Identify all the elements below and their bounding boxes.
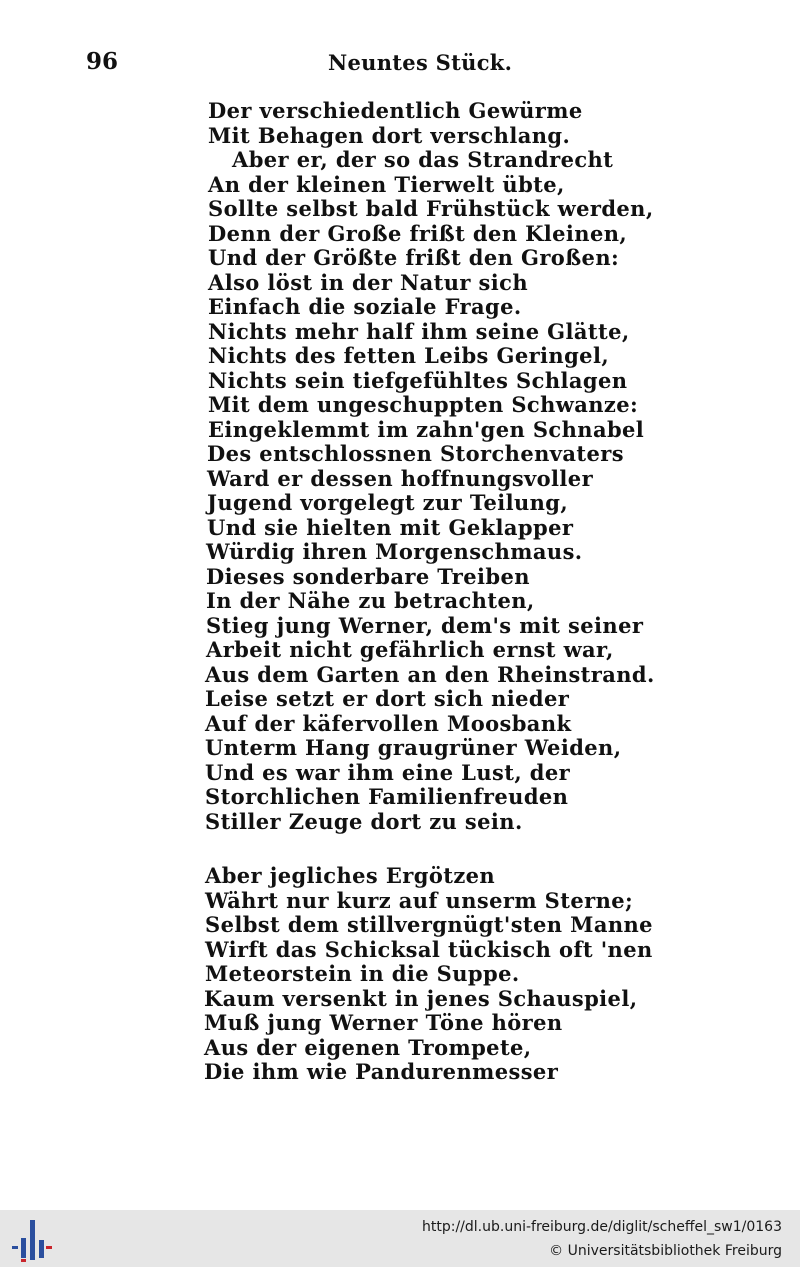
verse-line: Sollte selbst bald Frühstück werden,	[208, 196, 654, 221]
verse-line: Jugend vorgelegt zur Teilung,	[207, 490, 569, 515]
ub-freiburg-logo-icon	[12, 1218, 52, 1262]
verse-line: Unterm Hang graugrüner Weiden,	[205, 735, 622, 760]
verse-line: Dieses sonderbare Treiben	[206, 563, 530, 589]
page-number: 96	[86, 48, 119, 75]
library-footer	[0, 1210, 800, 1267]
verse-line: Wirft das Schicksal tückisch oft 'nen	[205, 936, 653, 962]
verse-line: Nichts sein tiefgefühltes Schlagen	[208, 367, 628, 393]
verse-line: Die ihm wie Pandurenmesser	[204, 1059, 559, 1084]
verse-line: Selbst dem stillvergnügt'sten Manne	[205, 912, 653, 937]
verse-line: Aber jegliches Ergötzen	[205, 863, 496, 888]
verse-line: Arbeit nicht gefährlich ernst war,	[206, 637, 614, 662]
verse-line: Ward er dessen hoffnungsvoller	[207, 465, 594, 491]
verse-line: Und der Größte frißt den Großen:	[208, 245, 620, 270]
verse-line: Auf der käfervollen Moosbank	[205, 710, 572, 736]
copyright-notice: © Universitätsbibliothek Freiburg	[549, 1243, 782, 1259]
source-url-link[interactable]: http://dl.ub.uni-freiburg.de/diglit/scheffel_sw1/0163	[422, 1219, 782, 1235]
verse-line: Muß jung Werner Töne hören	[204, 1010, 563, 1035]
verse-line: Der verschiedentlich Gewürme	[208, 98, 583, 123]
verse-line: Währt nur kurz auf unserm Sterne;	[205, 887, 634, 913]
verse-line: Würdig ihren Morgenschmaus.	[206, 539, 583, 564]
verse-line: Aus der eigenen Trompete,	[204, 1034, 532, 1060]
verse-line: Des entschlossnen Storchenvaters	[207, 441, 624, 466]
verse-line: Leise setzt er dort sich nieder	[205, 686, 570, 711]
verse-line: An der kleinen Tierwelt übte,	[208, 171, 565, 197]
verse-line: Und sie hielten mit Geklapper	[207, 514, 574, 540]
verse-line: Aber er, der so das Strandrecht	[232, 147, 614, 172]
verse-line: Stieg jung Werner, dem's mit seiner	[206, 612, 644, 638]
verse-line: Storchlichen Familienfreuden	[205, 784, 569, 809]
verse-line: Und es war ihm eine Lust, der	[205, 759, 571, 785]
verse-line: Aus dem Garten an den Rheinstrand.	[205, 661, 655, 687]
verse-line: Kaum versenkt in jenes Schauspiel,	[204, 985, 638, 1011]
verse-line: Mit dem ungeschuppten Schwanze:	[208, 392, 639, 417]
verse-line: Denn der Große frißt den Kleinen,	[208, 220, 628, 246]
verse-line: In der Nähe zu betrachten,	[206, 588, 535, 613]
verse-line: Mit Behagen dort verschlang.	[208, 122, 571, 148]
verse-line: Stiller Zeuge dort zu sein.	[205, 808, 523, 834]
verse-line: Nichts mehr half ihm seine Glätte,	[208, 318, 630, 344]
verse-line: Nichts des fetten Leibs Geringel,	[208, 343, 610, 368]
verse-line: Also löst in der Natur sich	[208, 269, 529, 295]
running-title: Neuntes Stück.	[328, 50, 513, 75]
verse-line: Eingeklemmt im zahn'gen Schnabel	[208, 416, 645, 442]
verse-line: Meteorstein in die Suppe.	[205, 961, 520, 986]
verse-line: Einfach die soziale Frage.	[208, 294, 522, 319]
